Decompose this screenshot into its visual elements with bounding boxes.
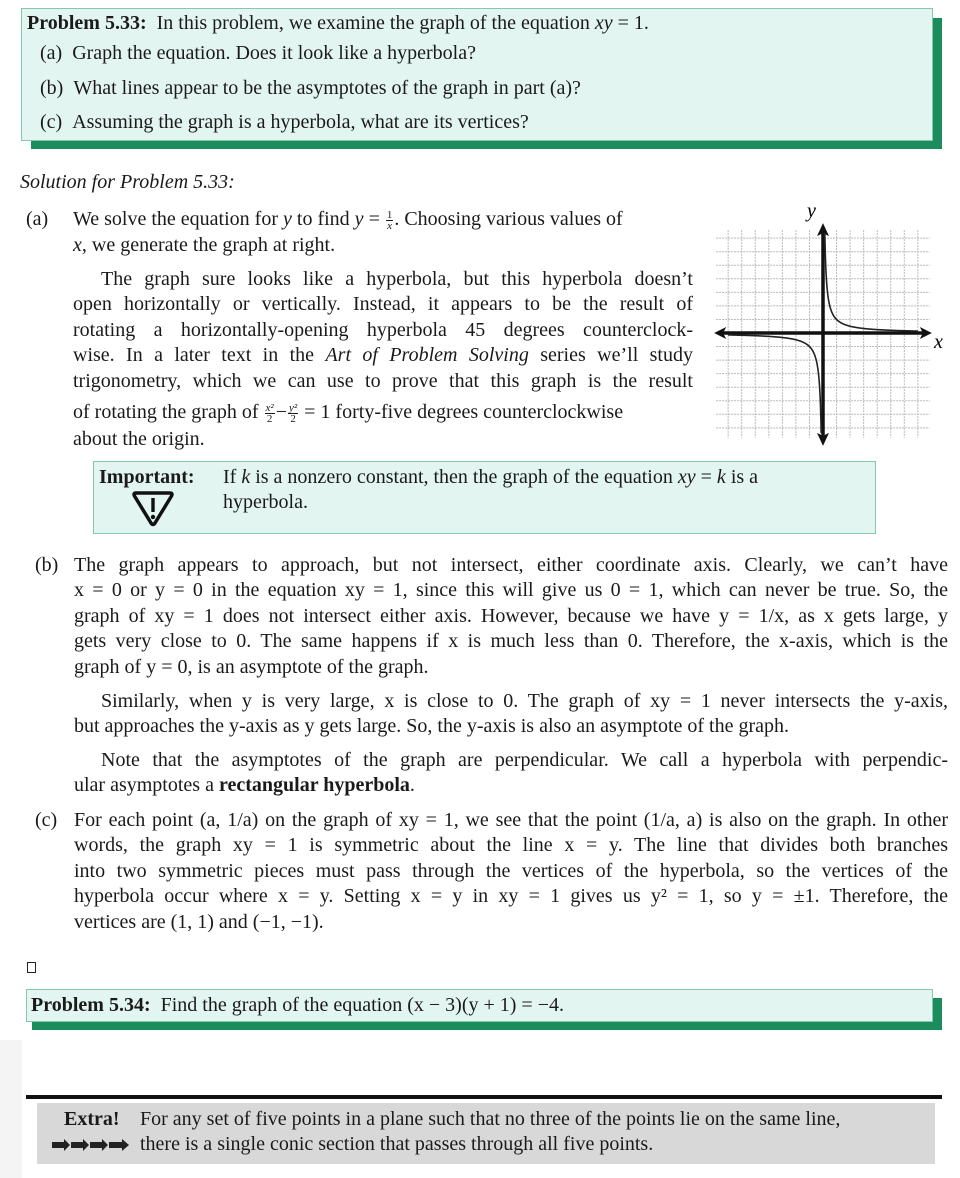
problem-5-34-statement: Problem 5.34: Find the graph of the equation (x − 3)(y + 1) = −4.: [31, 994, 564, 1016]
problem-label: Problem 5.33:: [27, 12, 147, 34]
part-a-marker: (a): [26, 208, 49, 230]
problem-5-33-statement: Problem 5.33: In this problem, we examine the graph of the equation xy = 1.: [27, 12, 649, 34]
part-b-para-3-line: ular asymptotes a rectangular hyperbola.: [74, 774, 415, 796]
part-b-para-3-line: Note that the asymptotes of the graph are perpendicular. We call a hyperbola with perpendic-: [101, 749, 948, 771]
fraction-y2-over-2: $\frac{\text{y²}}{2}$: [288, 401, 298, 425]
page-margin-shade: [0, 1040, 22, 1178]
fraction-1-over-x: $\frac{1}{x}$: [386, 208, 393, 232]
problem-part-c: (c) Assuming the graph is a hyperbola, what are its vertices?: [40, 111, 529, 133]
problem-part-b: (b) What lines appear to be the asymptotes of the graph in part (a)?: [40, 77, 581, 99]
part-b-para-2-line: but approaches the y-axis as y gets large. So, the y-axis is also an asymptote of the graph.: [74, 715, 790, 737]
part-b-para-2-line: Similarly, when y is very large, x is close to 0. The graph of xy = 1 never intersects the y-axis,: [101, 690, 948, 712]
extra-text-line-2: there is a single conic section that passes through all five points.: [140, 1133, 654, 1155]
x-axis-label: x: [934, 331, 943, 353]
part-b-line: graph of xy = 1 does not intersect either axis. However, because we have y = 1/x, as x gets large, y: [74, 605, 948, 627]
part-a-para-2-line-2: open horizontally or vertically. Instead, it appears to be the result of: [73, 293, 693, 315]
fraction-x2-over-2: $\frac{\text{x²}}{2}$: [265, 401, 274, 425]
part-a-line-1: We solve the equation for y to find y = $\frac{1}{x}$ . Choosing various values of: [73, 208, 623, 232]
term-rectangular-hyperbola: rectangular hyperbola: [218, 774, 410, 796]
solution-heading: Solution for Problem 5.33:: [20, 171, 235, 193]
part-a-line-2: x, we generate the graph at right.: [73, 234, 336, 256]
part-c-line: For each point (a, 1/a) on the graph of xy = 1, we see that the point (1/a, a) is also on the graph. In other: [74, 809, 948, 831]
arrows-icon: [52, 1139, 130, 1151]
part-c-line: into two symmetric pieces must pass through the vertices of the hyperbola, so the vertices of the: [74, 860, 948, 882]
part-a-para-2-line-7: about the origin.: [73, 428, 205, 450]
warning-icon: [131, 489, 175, 527]
extra-label: Extra!: [64, 1108, 120, 1130]
y-axis-label: y: [807, 200, 816, 222]
hyperbola-graph: [700, 195, 960, 455]
part-a-para-2-line-1: The graph sure looks like a hyperbola, but this hyperbola doesn’t: [101, 268, 693, 290]
part-b-line: x = 0 or y = 0 in the equation xy = 1, since this will give us 0 = 1, which can never be true. So, the: [74, 579, 948, 601]
important-text-line-1: If k is a nonzero constant, then the graph of the equation xy = k is a: [223, 466, 759, 488]
part-b-line: The graph appears to approach, but not intersect, either coordinate axis. Clearly, we can’t have: [74, 554, 948, 576]
graph-axes: [714, 223, 932, 446]
important-label: Important:: [99, 466, 195, 488]
part-c-line: hyperbola occur where x = y. Setting x = y in xy = 1 gives us y² = 1, so y = ±1. Therefore, the: [74, 885, 948, 907]
important-text-line-2: hyperbola.: [223, 491, 308, 513]
part-b-line: graph of y = 0, is an asymptote of the graph.: [74, 656, 429, 678]
part-c-marker: (c): [35, 809, 58, 831]
part-a-para-2-line-5: trigonometry, which we can use to prove that this graph is the result: [73, 370, 693, 392]
part-c-line: words, the graph xy = 1 is symmetric about the line x = y. The line that divides both branches: [74, 834, 948, 856]
part-c-line: vertices are (1, 1) and (−1, −1).: [74, 911, 324, 933]
part-a-para-2-line-3: rotating a horizontally-opening hyperbola 45 degrees counterclock-: [73, 319, 693, 341]
extra-text-line-1: For any set of five points in a plane such that no three of the points lie on the same line,: [140, 1108, 841, 1130]
extra-divider: [26, 1095, 942, 1099]
problem-part-a: (a) Graph the equation. Does it look like a hyperbola?: [40, 42, 476, 64]
part-a-para-2-line-4: wise. In a later text in the Art of Problem Solving series we’ll study: [73, 344, 693, 366]
part-b-line: gets very close to 0. The same happens if x is much less than 0. Therefore, the x-axis, which is the: [74, 630, 948, 652]
part-b-marker: (b): [35, 554, 59, 576]
part-a-para-2-line-6: of rotating the graph of $\frac{\text{x²}}{2}$ − $\frac{\text{y²}}{2}$ = 1 forty-five degrees counterclockwise: [73, 401, 624, 425]
end-of-proof-icon: [27, 962, 36, 973]
